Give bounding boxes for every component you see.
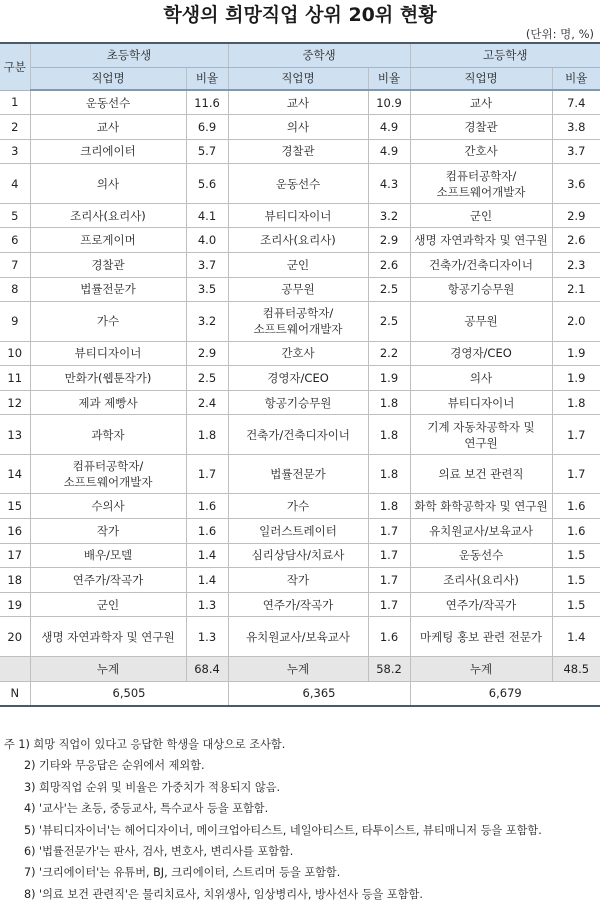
middle-job: 경영자/CEO [228,366,368,391]
high-ratio: 1.6 [552,519,600,544]
elementary-ratio: 1.3 [186,617,228,657]
sum-label: 누계 [30,656,186,681]
high-job: 경영자/CEO [410,341,552,366]
middle-ratio: 1.8 [368,454,410,494]
n-row [0,681,600,706]
table-row [0,543,600,568]
rank-cell: 13 [0,415,30,455]
footnote-line: 7) '크리에이터'는 유튜버, BJ, 크리에이터, 스트리머 등을 포함함. [24,866,341,880]
high-ratio: 2.3 [552,252,600,277]
page-title: 학생의 희망직업 상위 20위 현황 [163,4,437,26]
high-job: 뷰티디자이너 [410,390,552,415]
rank-cell: 19 [0,592,30,617]
table-row [0,617,600,657]
high-job: 건축가/건축디자이너 [410,252,552,277]
middle-job: 연주가/작곡가 [228,592,368,617]
header-middle: 중학생 [228,43,410,67]
rank-cell: 11 [0,366,30,391]
table-row [0,415,600,455]
high-job: 경찰관 [410,115,552,140]
middle-job: 일러스트레이터 [228,519,368,544]
high-ratio: 1.5 [552,543,600,568]
high-job: 항공기승무원 [410,277,552,302]
high-ratio: 1.7 [552,454,600,494]
footnote-line: 4) '교사'는 초등, 중등교사, 특수교사 등을 포함함. [24,802,269,816]
table-row [0,519,600,544]
high-job: 화학 화학공학자 및 연구원 [410,494,552,519]
footnote-line: 2) 기타와 무응답은 순위에서 제외함. [24,759,205,773]
middle-ratio: 4.9 [368,115,410,140]
middle-job: 조리사(요리사) [228,228,368,253]
elementary-job: 제과 제빵사 [30,390,186,415]
high-ratio: 1.5 [552,592,600,617]
elementary-ratio: 1.4 [186,568,228,593]
elementary-ratio: 1.6 [186,519,228,544]
rank-cell: 16 [0,519,30,544]
elementary-ratio: 2.4 [186,390,228,415]
table-row [0,115,600,140]
middle-ratio: 3.2 [368,203,410,228]
elementary-ratio: 1.4 [186,543,228,568]
n-elementary: 6,505 [30,681,228,706]
high-job: 의료 보건 관련직 [410,454,552,494]
ranking-table [0,42,600,707]
rank-cell: 9 [0,302,30,342]
header-job: 직업명 [228,67,368,90]
elementary-job: 연주가/작곡가 [30,568,186,593]
elementary-job: 군인 [30,592,186,617]
table-row [0,203,600,228]
middle-job: 뷰티디자이너 [228,203,368,228]
high-job: 유치원교사/보육교사 [410,519,552,544]
rank-cell: 14 [0,454,30,494]
middle-job: 가수 [228,494,368,519]
elementary-ratio: 3.2 [186,302,228,342]
high-ratio: 1.9 [552,341,600,366]
sum-row [0,656,600,681]
footnote-line: 3) 희망직업 순위 및 비율은 가중치가 적용되지 않음. [24,780,281,794]
elementary-ratio: 4.0 [186,228,228,253]
table-row [0,592,600,617]
middle-job: 건축가/건축디자이너 [228,415,368,455]
elementary-job: 운동선수 [30,90,186,115]
sum-elementary: 68.4 [186,656,228,681]
rank-cell: 5 [0,203,30,228]
footnote-line: 주 1) 희망 직업이 있다고 응답한 학생을 대상으로 조사함. [4,738,286,751]
middle-job: 작가 [228,568,368,593]
table-row [0,277,600,302]
table-row [0,341,600,366]
header-ratio: 비율 [368,67,410,90]
high-job: 조리사(요리사) [410,568,552,593]
rank-cell: 6 [0,228,30,253]
sum-blank [0,656,30,681]
elementary-job: 생명 자연과학자 및 연구원 [30,617,186,657]
middle-ratio: 2.9 [368,228,410,253]
middle-job: 법률전문가 [228,454,368,494]
rank-cell: 8 [0,277,30,302]
middle-job: 운동선수 [228,164,368,204]
table-row [0,390,600,415]
middle-ratio: 1.8 [368,494,410,519]
high-ratio: 1.4 [552,617,600,657]
elementary-job: 프로게이머 [30,228,186,253]
elementary-ratio: 6.9 [186,115,228,140]
elementary-job: 뷰티디자이너 [30,341,186,366]
elementary-job: 교사 [30,115,186,140]
rank-cell: 3 [0,139,30,164]
middle-ratio: 2.2 [368,341,410,366]
rank-cell: 7 [0,252,30,277]
header-high: 고등학생 [410,43,600,67]
middle-ratio: 1.7 [368,519,410,544]
high-ratio: 1.5 [552,568,600,593]
high-job: 컴퓨터공학자/ 소프트웨어개발자 [410,164,552,204]
high-job: 연주가/작곡가 [410,592,552,617]
n-label: N [0,681,30,706]
high-ratio: 1.7 [552,415,600,455]
high-ratio: 1.8 [552,390,600,415]
middle-ratio: 4.9 [368,139,410,164]
elementary-ratio: 2.5 [186,366,228,391]
middle-ratio: 1.6 [368,617,410,657]
rank-cell: 15 [0,494,30,519]
elementary-job: 조리사(요리사) [30,203,186,228]
middle-job: 간호사 [228,341,368,366]
table-row [0,228,600,253]
high-job: 의사 [410,366,552,391]
high-job: 마케팅 홍보 관련 전문가 [410,617,552,657]
rank-cell: 1 [0,90,30,115]
sum-label: 누계 [410,656,552,681]
middle-job: 의사 [228,115,368,140]
rank-cell: 2 [0,115,30,140]
elementary-ratio: 3.5 [186,277,228,302]
middle-job: 군인 [228,252,368,277]
middle-ratio: 2.5 [368,277,410,302]
table-row [0,164,600,204]
rank-cell: 4 [0,164,30,204]
header-group: 구분 [0,43,30,90]
middle-ratio: 1.8 [368,415,410,455]
high-job: 교사 [410,90,552,115]
footnote-line: 5) '뷰티디자이너'는 헤어디자이너, 메이크업아티스트, 네일아티스트, 타투이스트, 뷰티매니저 등을 포함함. [24,823,542,837]
elementary-job: 가수 [30,302,186,342]
unit-label: (단위: 명, %) [525,27,594,41]
elementary-job: 수의사 [30,494,186,519]
header-job: 직업명 [30,67,186,90]
middle-ratio: 1.9 [368,366,410,391]
header-ratio: 비율 [186,67,228,90]
elementary-job: 크리에이터 [30,139,186,164]
elementary-job: 배우/모델 [30,543,186,568]
rank-cell: 10 [0,341,30,366]
middle-job: 심리상담사/치료사 [228,543,368,568]
table-row [0,90,600,115]
middle-job: 교사 [228,90,368,115]
high-ratio: 2.9 [552,203,600,228]
middle-ratio: 1.8 [368,390,410,415]
middle-job: 유치원교사/보육교사 [228,617,368,657]
elementary-ratio: 11.6 [186,90,228,115]
table-row [0,568,600,593]
middle-ratio: 1.7 [368,543,410,568]
elementary-ratio: 5.7 [186,139,228,164]
high-ratio: 2.6 [552,228,600,253]
footnotes [4,734,598,905]
middle-ratio: 1.7 [368,592,410,617]
table-row [0,366,600,391]
high-ratio: 3.7 [552,139,600,164]
elementary-ratio: 2.9 [186,341,228,366]
high-job: 생명 자연과학자 및 연구원 [410,228,552,253]
high-job: 군인 [410,203,552,228]
elementary-job: 과학자 [30,415,186,455]
middle-job: 경찰관 [228,139,368,164]
high-ratio: 3.6 [552,164,600,204]
elementary-job: 법률전문가 [30,277,186,302]
n-high: 6,679 [410,681,600,706]
elementary-ratio: 1.6 [186,494,228,519]
header-elementary: 초등학생 [30,43,228,67]
footnote-line: 6) '법률전문가'는 판사, 검사, 변호사, 변리사를 포함함. [24,844,294,858]
footnote-line: 8) '의료 보건 관련직'은 물리치료사, 치위생사, 임상병리사, 방사선사 등을 포함함. [24,887,423,901]
high-ratio: 3.8 [552,115,600,140]
high-ratio: 2.0 [552,302,600,342]
middle-ratio: 1.7 [368,568,410,593]
sum-label: 누계 [228,656,368,681]
middle-job: 항공기승무원 [228,390,368,415]
elementary-job: 의사 [30,164,186,204]
elementary-ratio: 3.7 [186,252,228,277]
middle-ratio: 2.5 [368,302,410,342]
high-job: 기계 자동차공학자 및 연구원 [410,415,552,455]
header-job: 직업명 [410,67,552,90]
high-job: 공무원 [410,302,552,342]
table-row [0,252,600,277]
elementary-job: 경찰관 [30,252,186,277]
middle-ratio: 4.3 [368,164,410,204]
n-middle: 6,365 [228,681,410,706]
rank-cell: 18 [0,568,30,593]
high-ratio: 1.9 [552,366,600,391]
table-row [0,454,600,494]
elementary-job: 컴퓨터공학자/ 소프트웨어개발자 [30,454,186,494]
elementary-ratio: 1.7 [186,454,228,494]
high-job: 운동선수 [410,543,552,568]
high-ratio: 7.4 [552,90,600,115]
elementary-job: 만화가(웹툰작가) [30,366,186,391]
middle-job: 공무원 [228,277,368,302]
elementary-ratio: 1.3 [186,592,228,617]
high-ratio: 1.6 [552,494,600,519]
elementary-ratio: 5.6 [186,164,228,204]
rank-cell: 12 [0,390,30,415]
rank-cell: 20 [0,617,30,657]
elementary-ratio: 4.1 [186,203,228,228]
sum-high: 48.5 [552,656,600,681]
elementary-ratio: 1.8 [186,415,228,455]
middle-ratio: 2.6 [368,252,410,277]
middle-job: 컴퓨터공학자/ 소프트웨어개발자 [228,302,368,342]
sum-middle: 58.2 [368,656,410,681]
elementary-job: 작가 [30,519,186,544]
table-row [0,494,600,519]
table-row [0,302,600,342]
header-ratio: 비율 [552,67,600,90]
table-row [0,139,600,164]
high-ratio: 2.1 [552,277,600,302]
middle-ratio: 10.9 [368,90,410,115]
high-job: 간호사 [410,139,552,164]
rank-cell: 17 [0,543,30,568]
